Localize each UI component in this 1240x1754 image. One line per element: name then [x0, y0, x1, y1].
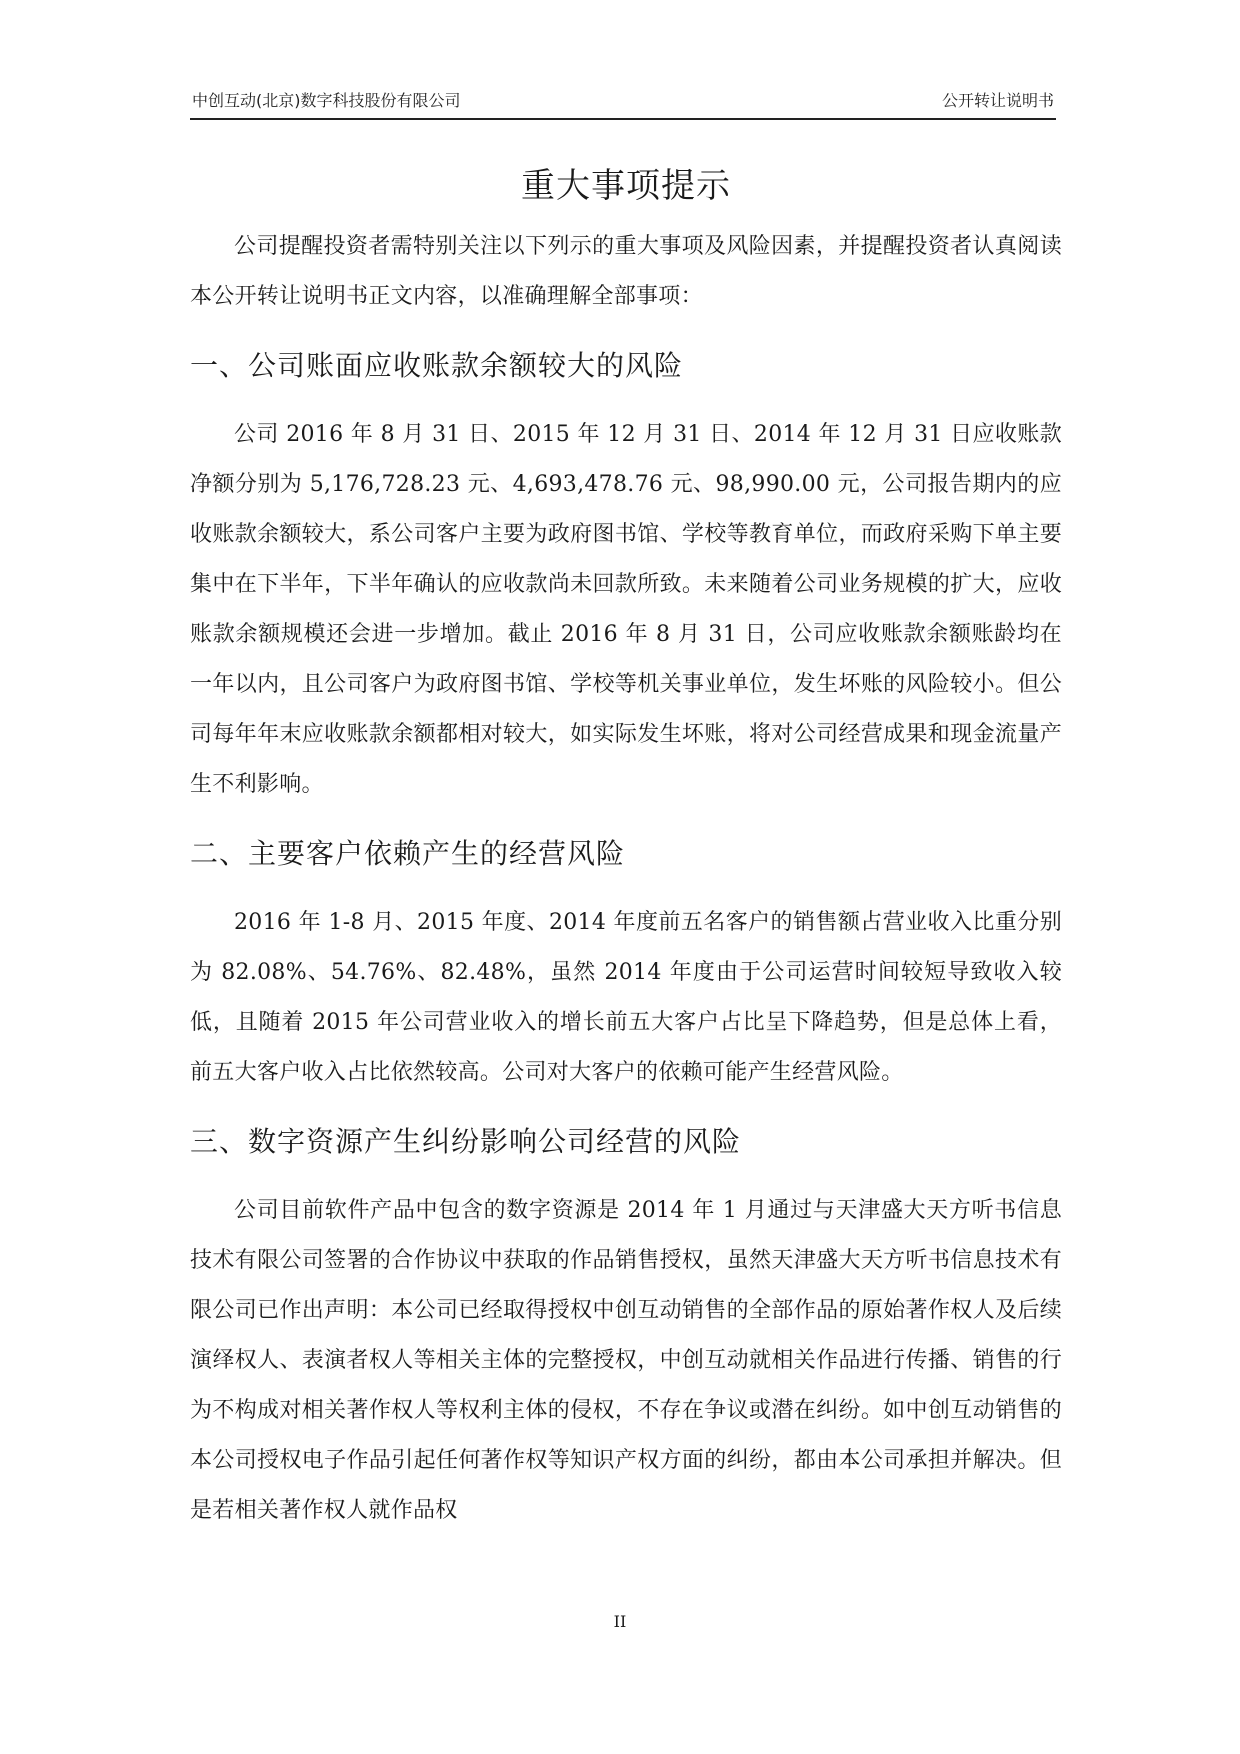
page-number: II — [613, 1612, 627, 1631]
section-heading-2: 二、主要客户依赖产生的经营风险 — [190, 837, 626, 870]
header-company-name: 中创互动(北京)数字科技股份有限公司 — [192, 91, 461, 110]
intro-paragraph: 公司提醒投资者需特别关注以下列示的重大事项及风险因素，并提醒投资者认真阅读本公开转让说明书正文内容，以准确理解全部事项： — [190, 234, 1062, 309]
section-body-1: 公司 2016 年 8 月 31 日、2015 年 12 月 31 日、2014 年 12 月 31 日应收账款净额分别为 5,176,728.23 元、4,693,478.76 元、98,990.00 元，公司报告期内的应收账款余额较大，系公司客户主要为政府图书馆、学校等教育单位，而政府采购下单主要集中在下半年，下半年确认的应收款尚未回款所致。未来随着公司业务规模的扩大，应收账款余额规模还会进一步增加。截止 2016 年 8 月 31 日，公司应收账款余额账龄均在一年以内，且公司客户为政府图书馆、学校等机关事业单位，发生坏账的风险较小。但公司每年年末应收账款余额都相对较大，如实际发生坏账，将对公司经营成果和现金流量产生不利影响。 — [190, 422, 1062, 797]
section-body-3: 公司目前软件产品中包含的数字资源是 2014 年 1 月通过与天津盛大天方听书信息技术有限公司签署的合作协议中获取的作品销售授权，虽然天津盛大天方听书信息技术有限公司已作出声明：本公司已经取得授权中创互动销售的全部作品的原始著作权人及后续演绎权人、表演者权人等相关主体的完整授权，中创互动就相关作品进行传播、销售的行为不构成对相关著作权人等权利主体的侵权，不存在争议或潜在纠纷。如中创互动销售的本公司授权电子作品引起任何著作权等知识产权方面的纠纷，都由本公司承担并解决。但是若相关著作权人就作品权 — [190, 1198, 1062, 1523]
header-document-type: 公开转让说明书 — [941, 91, 1054, 110]
section-body-2: 2016 年 1-8 月、2015 年度、2014 年度前五名客户的销售额占营业收入比重分别为 82.08%、54.76%、82.48%，虽然 2014 年度由于公司运营时间较短导致收入较低，且随着 2015 年公司营业收入的增长前五大客户占比呈下降趋势，但是总体上看，前五大客户收入占比依然较高。公司对大客户的依赖可能产生经营风险。 — [190, 910, 1062, 1085]
page-title: 重大事项提示 — [521, 166, 731, 206]
page-header — [190, 86, 1056, 120]
section-heading-3: 三、数字资源产生纠纷影响公司经营的风险 — [190, 1125, 742, 1158]
document-body — [190, 150, 1062, 1536]
section-heading-1: 一、公司账面应收账款余额较大的风险 — [190, 349, 684, 382]
